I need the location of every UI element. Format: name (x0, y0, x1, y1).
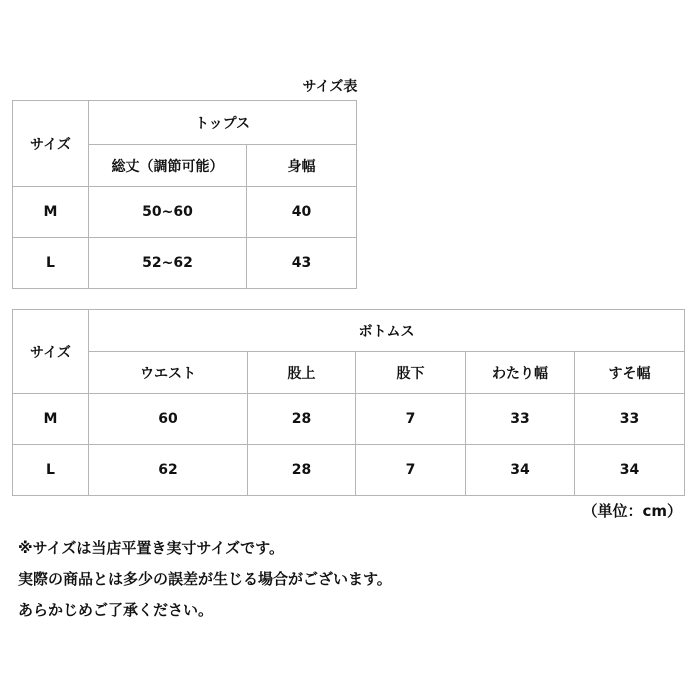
tops-cell: 50~60 (89, 187, 247, 238)
bottoms-cell: 28 (248, 445, 356, 496)
bottoms-row-size: L (13, 445, 89, 496)
page-title: サイズ表 (302, 79, 358, 95)
bottoms-column-header: わたり幅 (466, 352, 575, 394)
bottoms-cell: 60 (89, 394, 248, 445)
bottoms-cell: 33 (466, 394, 575, 445)
bottoms-cell: 34 (466, 445, 575, 496)
bottoms-cell: 33 (575, 394, 685, 445)
tops-row-size: M (13, 187, 89, 238)
unit-label: （単位：cm） (582, 502, 682, 520)
tops-cell: 52~62 (89, 238, 247, 289)
bottoms-column-header: すそ幅 (575, 352, 685, 394)
bottoms-group-header: ボトムス (89, 310, 685, 352)
tops-group-header: トップス (89, 101, 357, 145)
bottoms-cell: 7 (356, 445, 466, 496)
bottoms-cell: 34 (575, 445, 685, 496)
bottoms-column-header: 股下 (356, 352, 466, 394)
tops-size-table (12, 100, 357, 289)
bottoms-column-header: ウエスト (89, 352, 248, 394)
bottoms-size-header: サイズ (13, 310, 89, 394)
note-line: 実際の商品とは多少の誤差が生じる場合がございます。 (18, 570, 392, 588)
tops-size-header: サイズ (13, 101, 89, 187)
bottoms-cell: 62 (89, 445, 248, 496)
bottoms-row-size: M (13, 394, 89, 445)
bottoms-column-header: 股上 (248, 352, 356, 394)
tops-column-header: 身幅 (247, 145, 357, 187)
tops-cell: 43 (247, 238, 357, 289)
tops-column-header: 総丈（調節可能） (89, 145, 247, 187)
tops-row-size: L (13, 238, 89, 289)
note-line: ※サイズは当店平置き実寸サイズです。 (18, 539, 284, 557)
bottoms-cell: 7 (356, 394, 466, 445)
bottoms-size-table (12, 309, 685, 496)
bottoms-cell: 28 (248, 394, 356, 445)
note-line: あらかじめご了承ください。 (18, 601, 214, 619)
tops-cell: 40 (247, 187, 357, 238)
